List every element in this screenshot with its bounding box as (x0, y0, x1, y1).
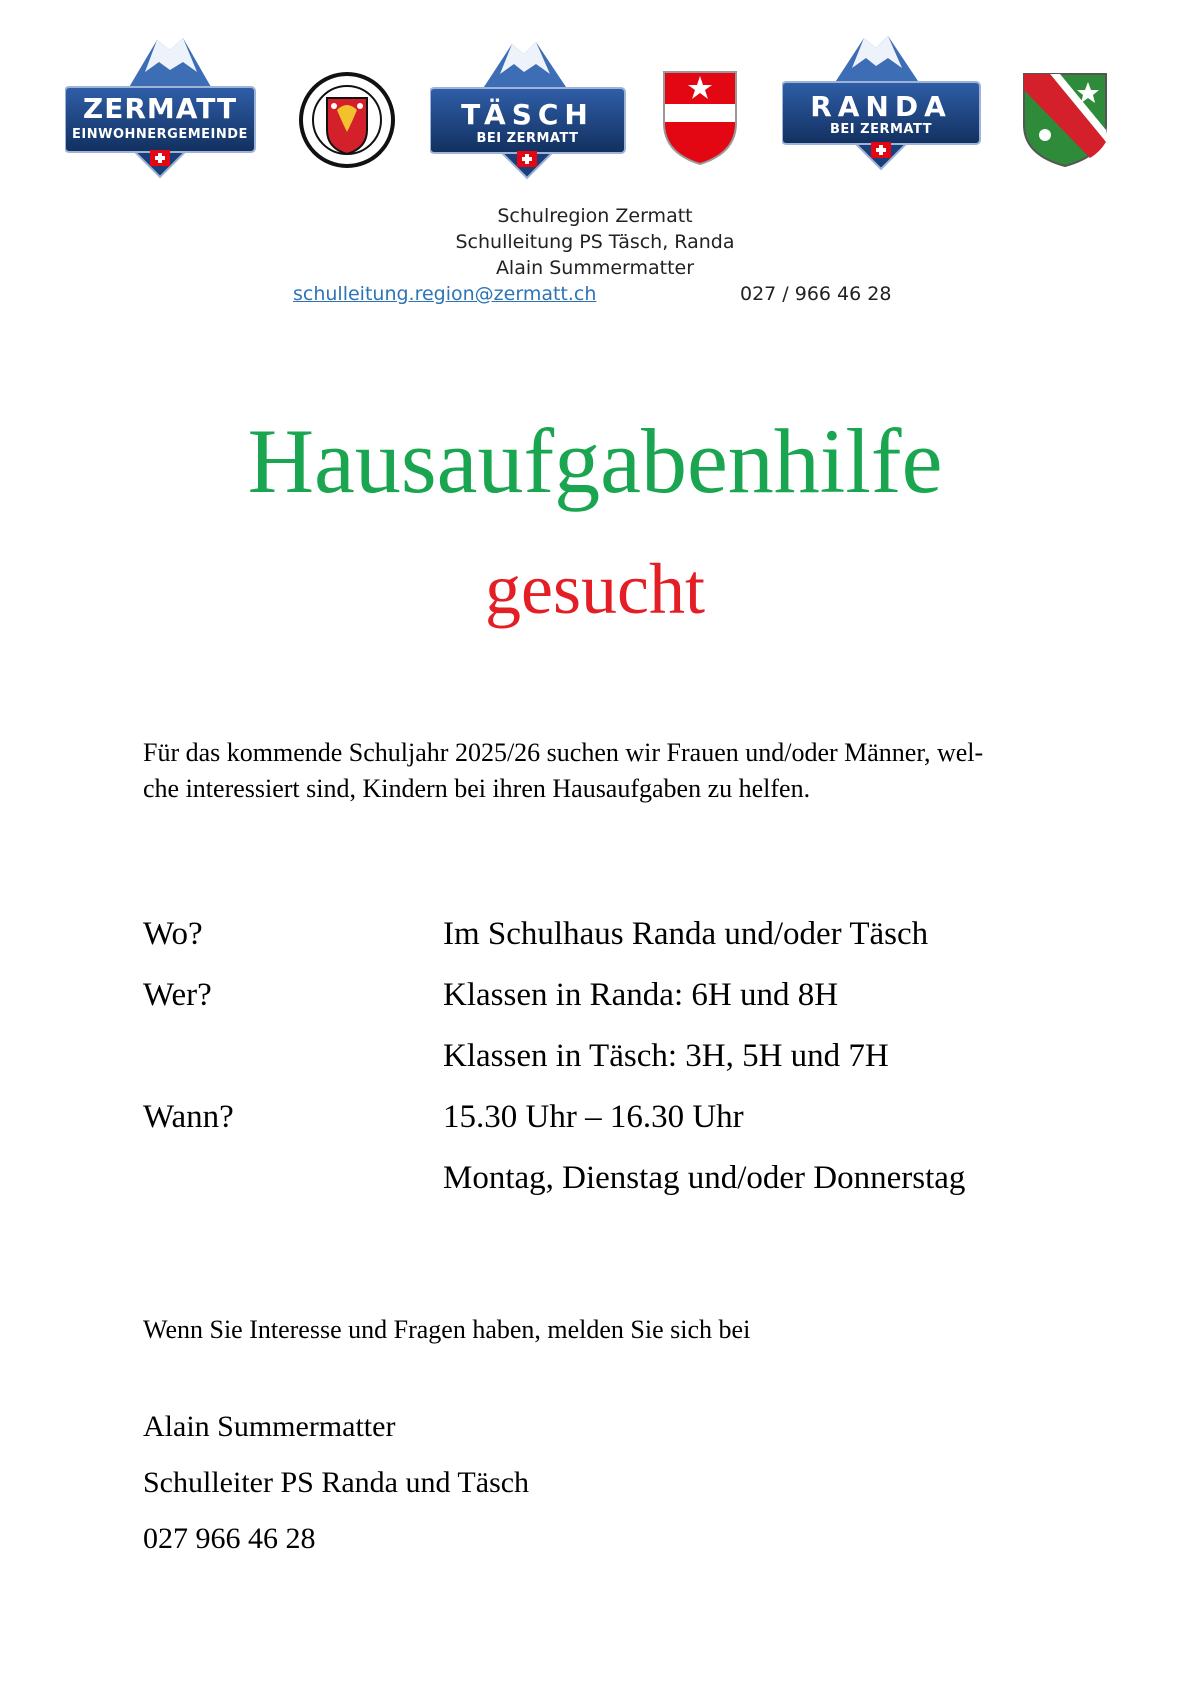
seal-icon (297, 70, 397, 170)
signature-name: Alain Summermatter (143, 1410, 396, 1443)
info-value-wann-2: Montag, Dienstag und/oder Donnerstag (443, 1160, 966, 1196)
signature-phone: 027 966 46 28 (143, 1522, 316, 1555)
signature-role: Schulleiter PS Randa und Täsch (143, 1466, 530, 1499)
info-value-wer-2: Klassen in Täsch: 3H, 5H und 7H (443, 1038, 889, 1074)
header-phone: 027 / 966 46 28 (740, 283, 892, 305)
info-value-wer-1: Klassen in Randa: 6H und 8H (443, 977, 839, 1013)
zermatt-logo (65, 32, 275, 192)
randa-logo-name: RANDA (810, 90, 952, 123)
info-label-wann: Wann? (143, 1099, 234, 1135)
taesch-coat-of-arms (660, 68, 760, 168)
randa-shield-icon (1020, 70, 1110, 170)
page-subtitle: gesucht (485, 549, 705, 629)
info-value-wo: Im Schulhaus Randa und/oder Täsch (443, 916, 929, 952)
header-line1: Schulregion Zermatt (497, 205, 693, 227)
randa-coat-of-arms (1020, 70, 1120, 170)
intro-line1: Für das kommende Schuljahr 2025/26 suchen wir Frauen und/oder Männer, wel- (143, 738, 984, 767)
randa-logo-sub: BEI ZERMATT (830, 122, 932, 137)
email-link[interactable]: schulleitung.region@zermatt.ch (293, 283, 597, 305)
intro-line2: che interessiert sind, Kindern bei ihren Hausaufgaben zu helfen. (143, 774, 811, 803)
page-title: Hausaufgabenhilfe (247, 410, 943, 512)
info-label-wo: Wo? (143, 916, 203, 952)
zermatt-seal-logo (297, 70, 397, 170)
zermatt-logo-name: ZERMATT (82, 92, 238, 125)
taesch-logo-sub: BEI ZERMATT (476, 131, 579, 146)
header-line3: Alain Summermatter (495, 257, 695, 279)
taesch-shield-icon (660, 68, 740, 168)
info-value-wann-1: 15.30 Uhr – 16.30 Uhr (443, 1099, 744, 1135)
logo-row (0, 30, 1190, 195)
taesch-logo-name: TÄSCH (461, 98, 594, 131)
header-line2: Schulleitung PS Täsch, Randa (455, 231, 735, 253)
info-label-wer: Wer? (143, 977, 212, 1013)
randa-logo (782, 32, 992, 192)
taesch-logo (430, 38, 640, 198)
intro-paragraph (143, 735, 1063, 807)
zermatt-logo-sub: EINWOHNERGEMEINDE (72, 127, 248, 142)
school-header (0, 203, 1190, 281)
closing-text: Wenn Sie Interesse und Fragen haben, melden Sie sich bei (143, 1315, 751, 1344)
